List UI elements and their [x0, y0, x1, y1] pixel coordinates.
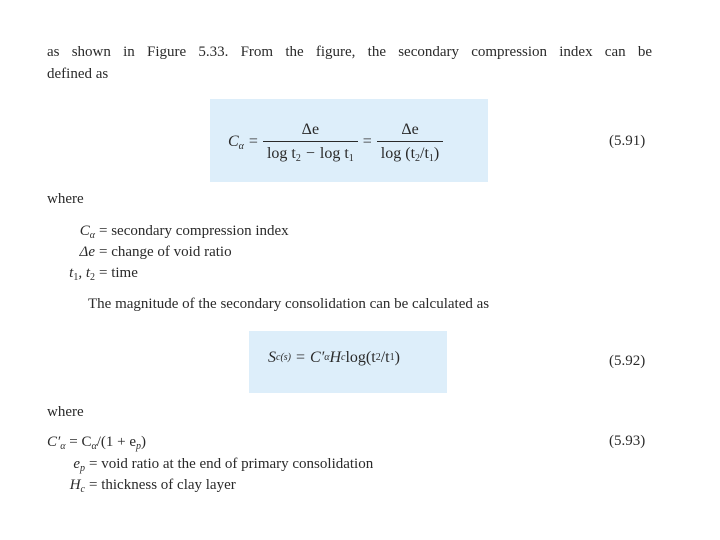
definitions-list-2: [47, 454, 373, 496]
equation-number-5-92: (5.92): [609, 353, 646, 369]
where-label-1: where: [47, 191, 84, 207]
equation-5-92: S c(s) = C′ α H c log(t 2 /t 1 ): [268, 349, 400, 366]
definition-item: $H_c$ = thickness of clay layer: [69, 477, 236, 495]
eq591-fraction-2: [377, 121, 443, 163]
intro-line-2: defined as: [47, 66, 109, 82]
intro-line-1: as shown in Figure 5.33. From the figure, the secondary compression index can be: [47, 44, 652, 60]
definition-item: $e_p$ = void ratio at the end of primary consolidation: [73, 456, 374, 474]
eq591-equals-1: =: [248, 133, 258, 150]
where-label-2: where: [47, 404, 84, 420]
equation-5-91: [228, 116, 443, 168]
eq591-lhs: $C_\alpha$: [228, 133, 244, 152]
equation-number-5-91: (5.91): [609, 133, 646, 149]
definition-item: $C_\alpha$ = secondary compression index: [79, 223, 289, 241]
equation-5-93: $C'_\alpha = C_\alpha/(1 + e_p)$: [47, 434, 147, 452]
eq591-numerator-1: Δe: [301, 121, 320, 138]
eq591-equals-2: =: [362, 133, 372, 150]
eq591-fraction-1: [263, 121, 358, 163]
definition-item: Δe = change of void ratio: [79, 244, 232, 260]
eq591-numerator-2: Δe: [401, 121, 419, 138]
paragraph-secondary-consolidation: The magnitude of the secondary consolidation can be calculated as: [88, 296, 490, 312]
definitions-list-1: [47, 221, 289, 284]
eq591-denominator-2: $\log (t_2/t_1)$: [377, 141, 443, 163]
intro-paragraph: [47, 41, 652, 85]
equation-number-5-93: (5.93): [609, 433, 646, 449]
eq591-denominator-1: $\log t_2 - \log t_1$: [263, 141, 358, 163]
definition-item: $t_1$, $t_2$ = time: [69, 265, 138, 283]
